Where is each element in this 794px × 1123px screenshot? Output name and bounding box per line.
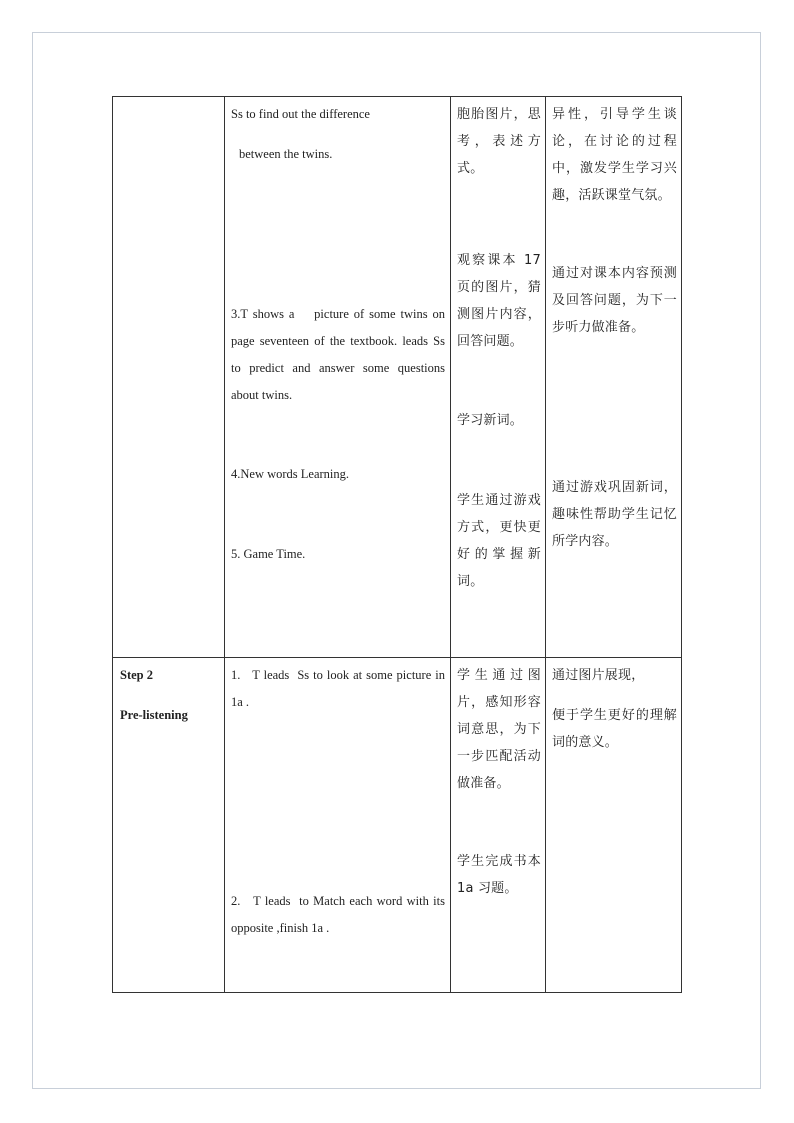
step-label: Step 2 xyxy=(120,668,153,682)
purpose-text: 便于学生更好的理解词的意义。 xyxy=(552,708,677,750)
student-activity-cell xyxy=(451,97,546,658)
purpose-cell xyxy=(546,658,682,993)
activity-text-line: Ss to find out the difference xyxy=(231,107,370,121)
step-cell xyxy=(113,658,225,993)
purpose-text: 异性，引导学生谈论，在讨论的过程中，激发学生学习兴趣，活跃课堂气氛。 xyxy=(552,107,677,203)
student-activity-text: 观察课本 17 页的图片，猜测图片内容，回答问题。 xyxy=(457,253,541,349)
table-row xyxy=(113,658,682,993)
step-cell xyxy=(113,97,225,658)
activity-text-line: between the twins. xyxy=(239,147,333,161)
purpose-cell xyxy=(546,97,682,658)
activity-step-4: 4.New words Learning. xyxy=(231,467,350,481)
lesson-plan-table xyxy=(112,96,682,993)
student-activity-text: 学习新词。 xyxy=(457,413,524,428)
teacher-activity-cell xyxy=(225,97,458,658)
purpose-text: 通过对课本内容预测及回答问题，为下一步听力做准备。 xyxy=(552,266,677,335)
student-activity-text: 学生通过游戏方式，更快更好的掌握新词。 xyxy=(457,493,541,589)
activity-step-5: 5. Game Time. xyxy=(231,547,306,561)
activity-step-1: 1. T leads Ss to look at some picture in 1a . xyxy=(231,668,452,709)
student-activity-text: 胞胎图片，思考，表述方式。 xyxy=(457,107,541,176)
activity-step-3: 3.T shows a picture of some twins on page seventeen of the textbook. leads Ss to predict and answer some questions about twins. xyxy=(231,307,458,402)
student-activity-text: 学生完成书本 1a 习题。 xyxy=(457,854,541,896)
student-activity-text: 学生通过图片，感知形容词意思，为下一步匹配活动做准备。 xyxy=(457,668,541,791)
student-activity-cell xyxy=(451,658,546,993)
teacher-activity-cell xyxy=(225,658,451,993)
step-name: Pre-listening xyxy=(120,708,188,722)
purpose-text: 通过游戏巩固新词，趣味性帮助学生记忆所学内容。 xyxy=(552,480,677,549)
table-row xyxy=(113,97,682,658)
activity-step-2: 2. T leads to Match each word with its opposite ,finish 1a . xyxy=(231,894,449,935)
purpose-text: 通过图片展现， xyxy=(552,668,645,683)
